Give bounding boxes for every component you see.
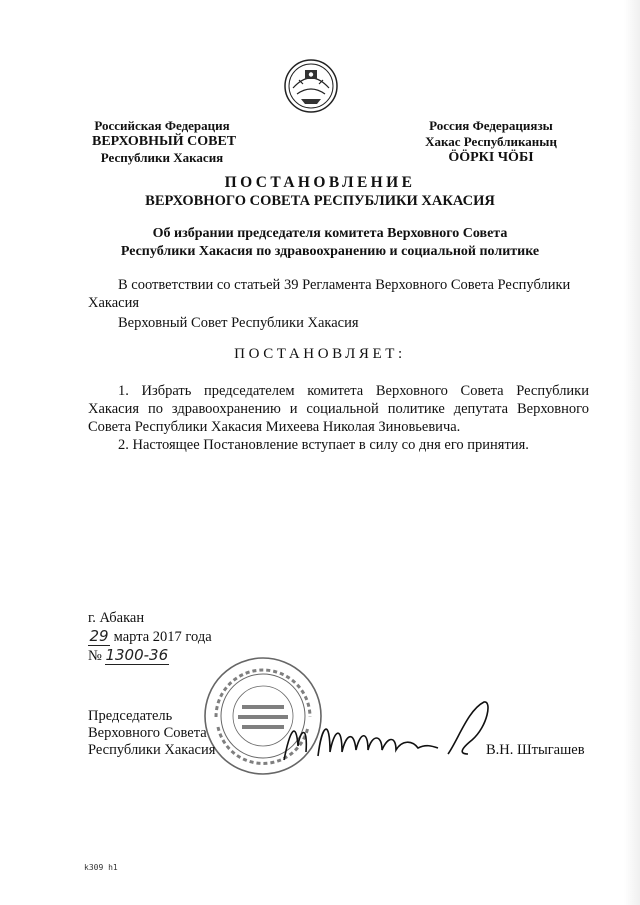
preamble-paragraph (88, 276, 588, 312)
issuing-body-title: ВЕРХОВНОГО СОВЕТА РЕСПУБЛИКИ ХАКАСИЯ (145, 193, 495, 209)
date-day: 29 (89, 627, 109, 645)
coat-of-arms-emblem (283, 58, 339, 114)
city: г. Абакан (88, 610, 145, 626)
signature-title-line-3: Республики Хакасия (88, 742, 216, 758)
signature-title (88, 708, 215, 759)
header-left-republic: Республики Хакасия (100, 150, 224, 165)
preamble-line-1: В соответствии со статьей 39 Регламента Верховного Совета Республики (118, 277, 571, 293)
footer-code: k309 h1 (84, 863, 118, 872)
header-left-country: Российская Федерация (94, 118, 230, 133)
subject-line-2: Республики Хакасия по здравоохранению и социальной политике (120, 244, 540, 259)
header-left-council: ВЕРХОВНЫЙ СОВЕТ (92, 134, 237, 149)
document-type-title: ПОСТАНОВЛЕНИЕ (224, 174, 416, 191)
header-right-republic: Хакас Республиканың (425, 134, 557, 149)
number-line (88, 646, 212, 665)
preamble-line-2: Хакасия (88, 295, 140, 311)
header-right-council: ÖÖРКI ЧÖБI (448, 150, 534, 165)
signature-title-line-2: Верховного Совета (88, 725, 207, 741)
signature-title-line-1: Председатель (88, 708, 173, 724)
number-prefix: № (88, 648, 102, 664)
decree-heading: ПОСТАНОВЛЯЕТ: (234, 346, 406, 362)
scan-edge-shadow (624, 0, 640, 905)
signatory-name: В.Н. Штыгашев (486, 742, 585, 758)
decree-item-1: 1. Избрать председателем комитета Верховного Совета Республики Хакасия по здравоохранению и социальной политике депутата Верховного Совета Республики Хакасия Михеева Николая Зиновьевича. (88, 383, 589, 435)
place-date-number (88, 609, 212, 665)
date-month-year: марта 2017 года (113, 629, 212, 645)
header-right-country: Россия Федерациязы (429, 118, 553, 133)
decree-items (88, 382, 589, 454)
header-right (418, 118, 564, 166)
document-number: 1300-36 (105, 646, 169, 664)
handwritten-signature (272, 690, 494, 780)
decree-item-2: 2. Настоящее Постановление вступает в силу со дня его принятия. (118, 437, 529, 453)
document-subject (80, 225, 580, 261)
header-left (92, 118, 237, 166)
preamble-line-3: Верховный Совет Республики Хакасия (118, 315, 359, 331)
subject-line-1: Об избрании председателя комитета Верховного Совета (152, 226, 508, 241)
date-line (88, 627, 212, 646)
